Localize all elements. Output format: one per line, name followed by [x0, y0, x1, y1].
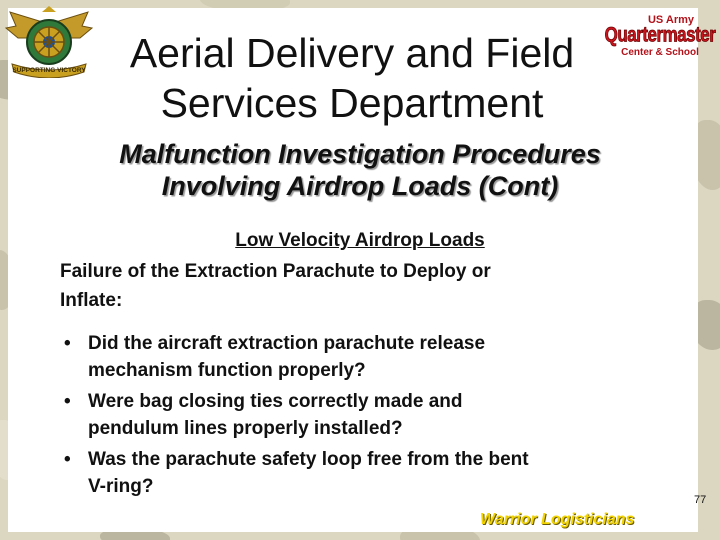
slide-subtitle — [40, 138, 680, 202]
bullet-line: pendulum lines properly installed? — [88, 417, 403, 439]
bullet-item — [60, 331, 660, 384]
bullet-line: mechanism function properly? — [88, 359, 366, 381]
bullet-line: V-ring? — [88, 475, 154, 497]
subtitle-line-2: Involving Airdrop Loads (Cont) — [161, 171, 559, 201]
slide-title — [100, 28, 604, 128]
lead-line-1: Failure of the Extraction Parachute to Deploy or — [60, 261, 491, 282]
section-heading: Low Velocity Airdrop Loads — [235, 230, 485, 251]
bullet-item — [60, 389, 660, 442]
title-line-2: Services Department — [160, 80, 544, 126]
bullet-glyph: • — [64, 449, 71, 470]
bullet-line: Did the aircraft extraction parachute release — [88, 333, 486, 354]
bullet-line: Were bag closing ties correctly made and — [88, 391, 463, 412]
subtitle-line-1: Malfunction Investigation Procedures — [119, 139, 601, 169]
bullet-glyph: • — [64, 391, 71, 412]
quartermaster-insignia — [2, 4, 96, 78]
bullet-item — [60, 447, 660, 500]
bullet-list — [60, 331, 660, 505]
svg-text:SUPPORTING VICTORY: SUPPORTING VICTORY — [12, 67, 86, 74]
quartermaster-logo — [604, 14, 716, 72]
qm-logo-top-text: US Army — [647, 14, 695, 26]
qm-logo-sub-text: Center & School — [621, 47, 699, 58]
title-line-1: Aerial Delivery and Field — [129, 30, 575, 76]
bullet-glyph: • — [64, 333, 71, 354]
lead-text — [60, 257, 640, 315]
footer-tagline: Warrior Logisticians — [480, 511, 635, 528]
page-number: 77 — [694, 494, 707, 506]
bullet-line: Was the parachute safety loop free from the bent — [88, 449, 529, 470]
qm-logo-main-text: Quartermaster — [604, 22, 716, 47]
lead-line-2: Inflate: — [60, 290, 123, 311]
